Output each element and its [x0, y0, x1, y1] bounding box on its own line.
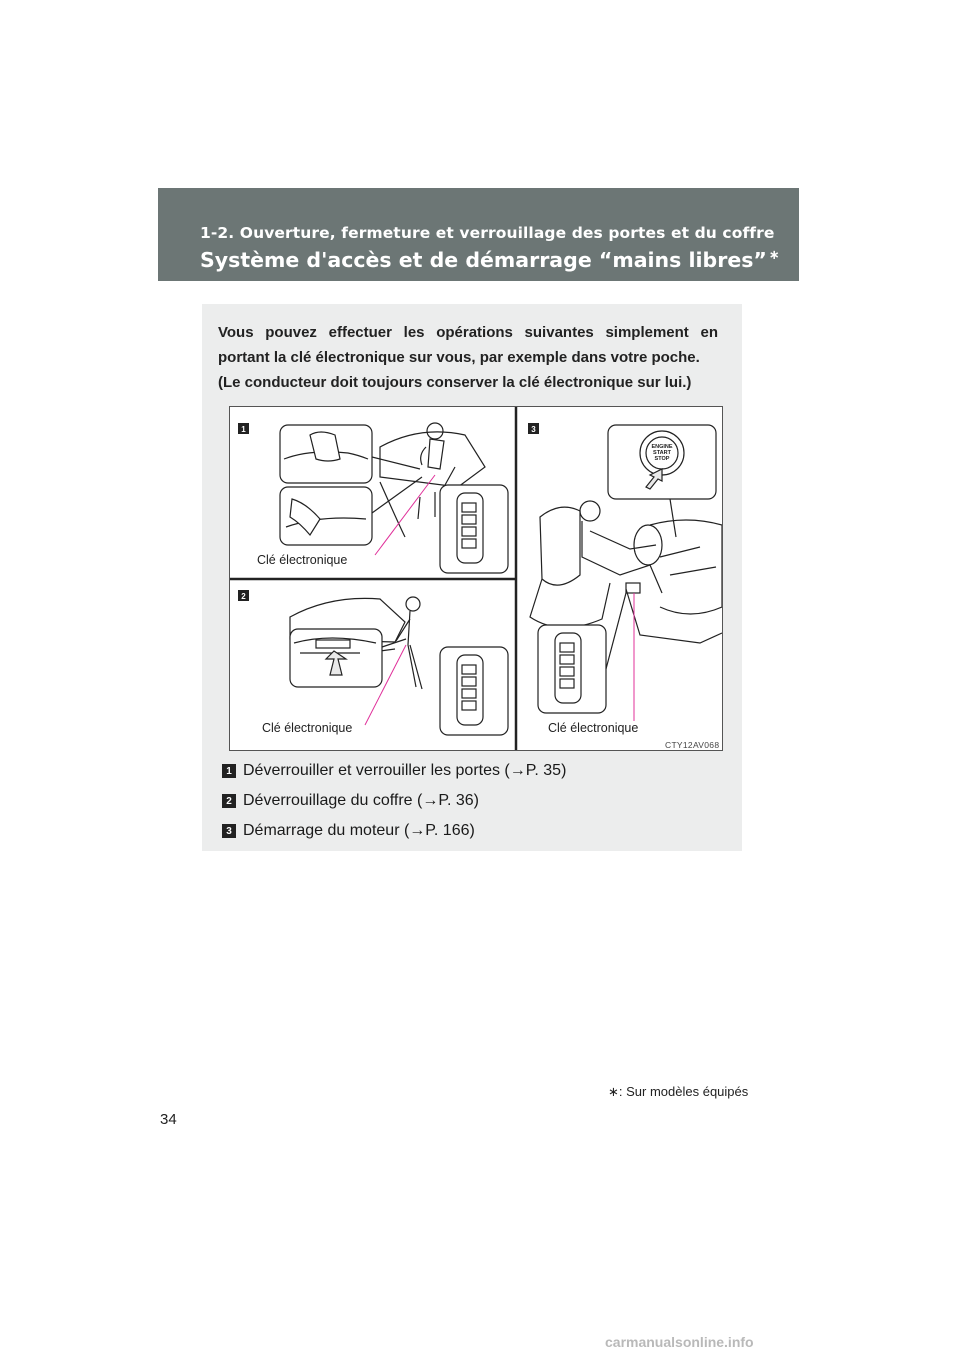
item-text: Déverrouillage du coffre ( — [243, 792, 423, 809]
page-title — [200, 248, 780, 272]
item-text: Déverrouiller et verrouiller les portes ( — [243, 762, 510, 779]
arrow-icon: → — [509, 762, 526, 779]
smart-key-fob — [440, 485, 508, 573]
section-label: 1-2. Ouverture, fermeture et verrouillage des portes et du coffre — [200, 224, 775, 242]
arrow-icon: → — [409, 822, 426, 839]
panel-number: 2 — [241, 592, 246, 601]
watermark: carmanualsonline.info — [605, 1334, 754, 1350]
page-number: 34 — [160, 1111, 177, 1128]
panel-number: 1 — [241, 425, 246, 434]
asterisk-marker: ∗ — [768, 248, 780, 263]
item-number-badge: 3 — [222, 824, 236, 838]
list-item — [222, 756, 566, 786]
smart-key-fob — [538, 593, 626, 713]
intro-line: (Le conducteur doit toujours conserver la clé électronique sur lui.) — [218, 374, 692, 391]
item-number-badge: 2 — [222, 794, 236, 808]
list-item — [222, 816, 566, 846]
car-interior-scene — [530, 501, 722, 643]
engine-button-label: START — [653, 450, 671, 456]
item-text: Démarrage du moteur ( — [243, 822, 410, 839]
intro-line: Vous pouvez effectuer les opérations suivantes simplement en — [218, 324, 718, 341]
engine-button-label: ENGINE — [651, 444, 673, 450]
footnote — [608, 1084, 748, 1100]
intro-paragraph — [218, 320, 718, 395]
footnote-text: : Sur modèles équipés — [618, 1084, 749, 1099]
key-label-doors: Clé électronique — [257, 553, 348, 567]
page-reference[interactable]: P. 36) — [438, 792, 479, 809]
figure-code: CTY12AV068 — [665, 740, 720, 750]
illustration-drawing — [230, 407, 723, 751]
page-reference[interactable]: P. 166) — [425, 822, 475, 839]
intro-line: portant la clé électronique sur vous, par exemple dans votre poche. — [218, 349, 700, 366]
page-title-text: Système d'accès et de démarrage “mains libres” — [200, 248, 767, 272]
key-label-engine: Clé électronique — [548, 721, 639, 735]
callout-line — [375, 475, 435, 555]
panel-number: 3 — [531, 425, 536, 434]
asterisk-marker: ∗ — [608, 1084, 619, 1099]
content-box — [202, 304, 742, 851]
list-item — [222, 786, 566, 816]
engine-button-label: STOP — [654, 456, 670, 462]
section-header — [158, 188, 799, 281]
page-reference[interactable]: P. 35) — [525, 762, 567, 779]
smart-key-fob — [440, 647, 508, 735]
door-handle-inset-bottom — [280, 477, 422, 545]
item-number-badge: 1 — [222, 764, 236, 778]
illustration-figure — [229, 406, 723, 751]
door-handle-inset-top — [280, 425, 420, 483]
key-label-trunk: Clé électronique — [262, 721, 353, 735]
arrow-icon: → — [422, 792, 439, 809]
item-list — [222, 756, 566, 846]
